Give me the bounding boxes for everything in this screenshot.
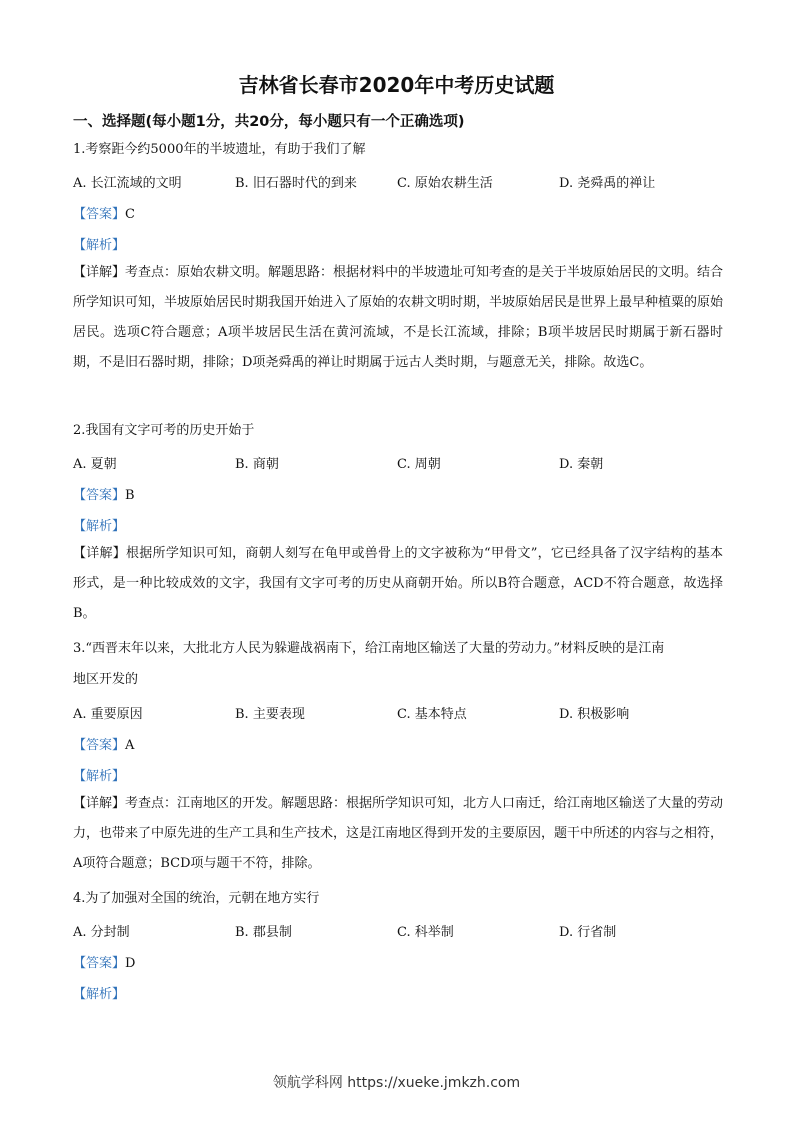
option-b: B. 郡县制 [235, 925, 292, 940]
question-2-detail: 【详解】根据所学知识可知，商朝人刻写在龟甲或兽骨上的文字被称为“甲骨文”，它已经具备了汉字结构的基本形式，是一种比较成效的文字，我国有文字可考的历史从商朝开始。所以B符合题意，ACD不符合题意，故选择B。 [73, 546, 723, 621]
option-d: D. 行省制 [559, 925, 617, 940]
question-3-detail: 【详解】考查点：江南地区的开发。解题思路：根据所学知识可知，北方人口南迁，给江南地区输送了大量的劳动力，也带来了中原先进的生产工具和生产技术，这是江南地区得到开发的主要原因，题干中所述的内容与之相符，A项符合题意；BCD项与题干不符，排除。 [73, 796, 724, 871]
question-3-stem-line-2: 地区开发的 [73, 672, 139, 687]
option-a: A. 分封制 [73, 925, 130, 940]
answer-line [73, 734, 134, 753]
answer-line [73, 484, 135, 503]
question-1-detail: 【详解】考查点：原始农耕文明。解题思路：根据材料中的半坡遗址可知考查的是关于半坡原始居民的文明。结合所学知识可知，半坡原始居民时期我国开始进入了原始的农耕文明时期，半坡原始居民是世界上最早种植粟的原始居民。选项C符合题意；A项半坡居民生活在黄河流域，不是长江流域，排除；B项半坡居民时期属于新石器时期，不是旧石器时期，排除；D项尧舜禹的禅让时期属于远古人类时期，与题意无关，排除。故选C。 [73, 265, 724, 370]
option-a: A. 重要原因 [73, 707, 143, 722]
analysis-label: 【解析】 [73, 769, 126, 784]
option-b: B. 主要表现 [235, 707, 305, 722]
option-c: C. 基本特点 [397, 707, 467, 722]
answer-value: B [125, 488, 135, 503]
answer-value: D [125, 956, 136, 971]
answer-label: 【答案】 [73, 207, 126, 222]
option-c: C. 周朝 [397, 457, 441, 472]
option-d: D. 积极影响 [559, 707, 630, 722]
question-1-options [73, 172, 723, 190]
analysis-label: 【解析】 [73, 519, 126, 534]
answer-label: 【答案】 [73, 956, 126, 971]
question-3-stem-line-1: 3.“西晋末年以来，大批北方人民为躲避战祸南下，给江南地区输送了大量的劳动力。”材料反映的是江南 [73, 641, 665, 656]
page-title: 吉林省长春市2020年中考历史试题 [238, 73, 555, 97]
answer-line [73, 203, 135, 222]
question-1-stem: 1.考察距今约5000年的半坡遗址，有助于我们了解 [73, 142, 366, 157]
answer-label: 【答案】 [73, 738, 126, 753]
question-3-options [73, 703, 723, 721]
footer-watermark: 领航学科网 https://xueke.jmkzh.com [272, 1075, 521, 1091]
answer-label: 【答案】 [73, 488, 126, 503]
option-a: A. 长江流域的文明 [73, 176, 182, 191]
answer-value: A [125, 738, 135, 753]
option-a: A. 夏朝 [73, 457, 117, 472]
option-d: D. 秦朝 [559, 457, 604, 472]
question-2-options [73, 453, 723, 471]
analysis-label: 【解析】 [73, 987, 126, 1002]
option-c: C. 科举制 [397, 925, 454, 940]
question-4-stem: 4.为了加强对全国的统治，元朝在地方实行 [73, 891, 320, 906]
option-c: C. 原始农耕生活 [397, 176, 493, 191]
question-4-options [73, 921, 723, 939]
answer-value: C [125, 207, 135, 222]
section-heading: 一、选择题(每小题1分，共20分，每小题只有一个正确选项) [73, 114, 465, 130]
option-d: D. 尧舜禹的禅让 [559, 176, 656, 191]
analysis-label: 【解析】 [73, 238, 126, 253]
option-b: B. 旧石器时代的到来 [235, 176, 357, 191]
answer-line [73, 952, 135, 971]
question-2-stem: 2.我国有文字可考的历史开始于 [73, 423, 255, 438]
option-b: B. 商朝 [235, 457, 279, 472]
